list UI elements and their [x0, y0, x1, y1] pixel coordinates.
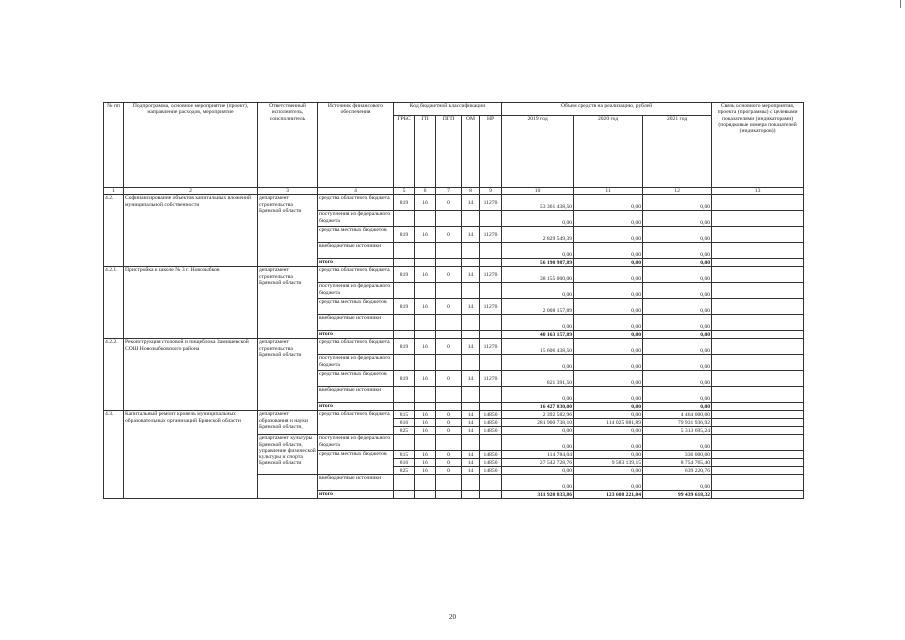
source-cell: поступления из федерального бюджета	[318, 283, 394, 299]
code-grbs: 825	[394, 467, 415, 475]
code-empty	[415, 403, 436, 411]
indicator-link-cell	[712, 459, 804, 467]
header-executor: Ответственный исполнитель, соисполнитель	[258, 103, 318, 188]
amount-2021: 0,00	[643, 211, 712, 227]
code-gp: 16	[415, 427, 436, 435]
amount-2021: 0,00	[643, 315, 712, 331]
code-gp: 16	[415, 411, 436, 419]
executor-cell: департамент культуры Брянской области, управление физической культуры и спорта Брянской области	[258, 435, 318, 475]
code-gp: 16	[415, 371, 436, 387]
code-gp: 16	[415, 227, 436, 243]
header-code-nr: НР	[480, 116, 502, 188]
code-pgp	[436, 243, 462, 259]
executor-cell: департамент образования и науки Брянской области,	[258, 411, 318, 435]
code-nr: 11270	[480, 299, 502, 315]
indicator-link-cell	[712, 243, 804, 259]
indicator-link-cell	[712, 371, 804, 387]
amount-2020: 0,00	[574, 339, 643, 355]
column-number: 8	[462, 188, 480, 195]
header-code-pgp: ПГП	[436, 116, 462, 188]
column-number: 3	[258, 188, 318, 195]
header-link: Связь основного мероприятия, проекта (программы) с целевыми показателями (индикаторами) (порядковые номера показателей (индикаторов))	[712, 103, 804, 188]
code-empty	[436, 259, 462, 267]
code-gp: 16	[415, 299, 436, 315]
indicator-link-cell	[712, 259, 804, 267]
code-empty	[480, 403, 502, 411]
header-code-grbs: ГРБС	[394, 116, 415, 188]
amount-2019: 2 008 157,89	[502, 299, 574, 315]
code-grbs	[394, 211, 415, 227]
code-om: 14	[462, 419, 480, 427]
amount-2020: 114 025 081,89	[574, 419, 643, 427]
code-pgp: 0	[436, 299, 462, 315]
code-gp: 16	[415, 451, 436, 459]
code-pgp: 0	[436, 467, 462, 475]
code-empty	[480, 475, 502, 491]
code-nr: 11270	[480, 339, 502, 355]
code-empty	[394, 259, 415, 267]
source-cell: средства областного бюджета	[318, 267, 394, 283]
code-grbs: 815	[394, 451, 415, 459]
indicator-link-cell	[712, 435, 804, 451]
amount-2019: 38 155 000,00	[502, 267, 574, 283]
code-empty	[480, 491, 502, 499]
code-grbs: 816	[394, 459, 415, 467]
amount-2021: 336 000,00	[643, 451, 712, 459]
budget-table	[103, 102, 804, 499]
header-code-om: ОМ	[462, 116, 480, 188]
column-number: 4	[318, 188, 394, 195]
amount-2019: 0,00	[502, 435, 574, 451]
indicator-link-cell	[712, 355, 804, 371]
amount-2019: 0,00	[502, 355, 574, 371]
total-2020: 0,00	[574, 259, 643, 267]
code-empty	[436, 491, 462, 499]
column-number: 6	[415, 188, 436, 195]
code-empty	[394, 435, 415, 451]
code-nr	[480, 283, 502, 299]
code-pgp	[436, 283, 462, 299]
amount-2019: 53 361 438,50	[502, 195, 574, 211]
amount-2019: 27 542 728,76	[502, 459, 574, 467]
page-number: 20	[449, 613, 456, 621]
amount-2020: 0,00	[574, 355, 643, 371]
code-empty	[415, 435, 436, 451]
table-row	[104, 339, 804, 355]
code-om: 14	[462, 227, 480, 243]
amount-2020: 0,00	[574, 243, 643, 259]
code-empty	[462, 403, 480, 411]
indicator-link-cell	[712, 411, 804, 419]
indicator-link-cell	[712, 419, 804, 427]
amount-2021: 0,00	[643, 283, 712, 299]
amount-2019: 2 392 582,96	[502, 411, 574, 419]
code-om: 14	[462, 411, 480, 419]
amount-2020: 0,00	[574, 427, 643, 435]
code-gp	[415, 315, 436, 331]
amount-2021: 0,00	[643, 339, 712, 355]
code-pgp: 0	[436, 459, 462, 467]
code-nr	[480, 387, 502, 403]
source-cell: внебюджетные источники	[318, 243, 394, 259]
amount-2020: 0,00	[574, 451, 643, 459]
header-volume: Объем средств на реализацию, рублей	[502, 103, 712, 116]
total-2019: 56 190 987,89	[502, 259, 574, 267]
total-2021: 0,00	[643, 259, 712, 267]
code-om: 14	[462, 371, 480, 387]
code-om: 14	[462, 195, 480, 211]
amount-2021: 79 931 936,92	[643, 419, 712, 427]
table-row	[104, 267, 804, 283]
amount-2021: 8 754 765,40	[643, 459, 712, 467]
code-grbs	[394, 315, 415, 331]
source-cell: средства местных бюджетов	[318, 371, 394, 387]
amount-2020: 0,00	[574, 387, 643, 403]
indicator-link-cell	[712, 475, 804, 491]
code-empty	[436, 403, 462, 411]
code-om	[462, 387, 480, 403]
code-empty	[436, 475, 462, 491]
amount-2021: 4 464 000,00	[643, 411, 712, 419]
code-pgp: 0	[436, 195, 462, 211]
table-row	[104, 411, 804, 419]
code-empty	[394, 331, 415, 339]
amount-2020: 0,00	[574, 411, 643, 419]
row-number: 4.2.	[104, 195, 124, 267]
table-body	[104, 195, 804, 499]
amount-2021: 0,00	[643, 227, 712, 243]
code-grbs: 819	[394, 299, 415, 315]
source-cell: средства областного бюджета	[318, 411, 394, 435]
amount-2021: 0,00	[643, 387, 712, 403]
amount-2020: 0,00	[574, 371, 643, 387]
amount-2020: 0,00	[574, 267, 643, 283]
code-empty	[415, 475, 436, 491]
amount-2019: 0,00	[502, 475, 574, 491]
column-number: 13	[712, 188, 804, 195]
total-label: итого	[318, 403, 394, 411]
source-cell: средства областного бюджета	[318, 195, 394, 211]
code-om	[462, 211, 480, 227]
total-label: итого	[318, 491, 394, 499]
code-pgp: 0	[436, 411, 462, 419]
code-gp: 16	[415, 339, 436, 355]
code-grbs: 816	[394, 419, 415, 427]
code-nr: 11270	[480, 227, 502, 243]
code-gp	[415, 243, 436, 259]
indicator-link-cell	[712, 427, 804, 435]
code-empty	[394, 491, 415, 499]
indicator-link-cell	[712, 467, 804, 475]
executor-cell: департамент строительства Брянской области	[258, 267, 318, 339]
code-grbs	[394, 387, 415, 403]
code-om	[462, 315, 480, 331]
indicator-link-cell	[712, 387, 804, 403]
code-pgp: 0	[436, 419, 462, 427]
column-number: 11	[574, 188, 643, 195]
source-cell: средства местных бюджетов	[318, 299, 394, 315]
amount-2021: 0,00	[643, 195, 712, 211]
code-nr: 11270	[480, 267, 502, 283]
amount-2020: 0,00	[574, 227, 643, 243]
budget-table-sheet	[103, 102, 803, 499]
amount-2019: 0,00	[502, 211, 574, 227]
indicator-link-cell	[712, 451, 804, 459]
code-grbs: 819	[394, 371, 415, 387]
total-2021: 0,00	[643, 403, 712, 411]
amount-2021: 0,00	[643, 475, 712, 491]
code-om: 14	[462, 467, 480, 475]
code-empty	[480, 331, 502, 339]
indicator-link-cell	[712, 339, 804, 355]
amount-2021: 5 313 695,24	[643, 427, 712, 435]
code-gp: 16	[415, 419, 436, 427]
source-cell: средства местных бюджетов	[318, 227, 394, 243]
code-empty	[462, 435, 480, 451]
code-pgp: 0	[436, 227, 462, 243]
code-gp	[415, 211, 436, 227]
amount-2020: 9 583 139,15	[574, 459, 643, 467]
indicator-link-cell	[712, 315, 804, 331]
code-gp: 16	[415, 459, 436, 467]
total-label: итого	[318, 331, 394, 339]
column-number: 10	[502, 188, 574, 195]
amount-2021: 639 220,76	[643, 467, 712, 475]
row-number: 4.2.1.	[104, 267, 124, 339]
code-nr: 14850	[480, 411, 502, 419]
code-nr: 11270	[480, 195, 502, 211]
total-2020: 0,00	[574, 403, 643, 411]
source-cell: поступления из федерального бюджета	[318, 355, 394, 371]
total-2020: 0,00	[574, 331, 643, 339]
row-number: 4.3.	[104, 411, 124, 499]
amount-2021: 99 439 618,32	[643, 491, 712, 499]
amount-2019: 0,00	[502, 243, 574, 259]
amount-2020: 0,00	[574, 211, 643, 227]
row-number: 4.2.2.	[104, 339, 124, 411]
code-pgp: 0	[436, 267, 462, 283]
indicator-link-cell	[712, 227, 804, 243]
code-grbs: 819	[394, 267, 415, 283]
code-grbs	[394, 243, 415, 259]
amount-2021: 0,00	[643, 435, 712, 451]
code-om: 14	[462, 459, 480, 467]
code-gp: 16	[415, 467, 436, 475]
header-year-2021: 2021 год	[643, 116, 712, 188]
code-nr	[480, 355, 502, 371]
source-cell: поступления из федерального бюджета	[318, 211, 394, 227]
column-number: 12	[643, 188, 712, 195]
code-om: 14	[462, 299, 480, 315]
code-nr: 14850	[480, 467, 502, 475]
code-nr: 14850	[480, 451, 502, 459]
code-om: 14	[462, 267, 480, 283]
code-om: 14	[462, 339, 480, 355]
amount-2020: 0,00	[574, 195, 643, 211]
code-nr: 14850	[480, 427, 502, 435]
code-nr	[480, 211, 502, 227]
code-empty	[415, 259, 436, 267]
amount-2020: 123 608 221,04	[574, 491, 643, 499]
column-number: 9	[480, 188, 502, 195]
code-empty	[462, 475, 480, 491]
code-empty	[415, 491, 436, 499]
code-nr: 14850	[480, 459, 502, 467]
code-pgp: 0	[436, 339, 462, 355]
amount-2019: 114 784,04	[502, 451, 574, 459]
code-grbs	[394, 355, 415, 371]
code-gp: 16	[415, 195, 436, 211]
header-subprogram: Подпрограмма, основное мероприятие (проект), направление расходов, мероприятие	[124, 103, 258, 188]
measure-name: Капитальный ремонт кровель муниципальных образовательных организаций Брянской области	[124, 411, 258, 499]
code-gp	[415, 283, 436, 299]
total-2021: 0,00	[643, 331, 712, 339]
measure-name: Софинансирование объектов капитальных вложений муниципальной собственности	[124, 195, 258, 267]
amount-2019: 821 391,50	[502, 371, 574, 387]
code-empty	[436, 331, 462, 339]
amount-2019: 15 606 438,50	[502, 339, 574, 355]
indicator-link-cell	[712, 299, 804, 315]
measure-name: Реконструкция столовой и пищеблока Замишевской СОШ Новозыбковского района	[124, 339, 258, 411]
amount-2020: 0,00	[574, 467, 643, 475]
code-pgp: 0	[436, 451, 462, 459]
total-2019: 40 163 157,89	[502, 331, 574, 339]
amount-2020: 0,00	[574, 299, 643, 315]
code-empty	[480, 435, 502, 451]
header-source: Источник финансового обеспечения	[318, 103, 394, 188]
amount-2019: 0,00	[502, 427, 574, 435]
amount-2021: 0,00	[643, 371, 712, 387]
code-grbs: 819	[394, 195, 415, 211]
executor-cell: департамент строительства Брянской области	[258, 195, 318, 267]
header-num: № пп	[104, 103, 124, 188]
code-om	[462, 283, 480, 299]
amount-2020: 0,00	[574, 283, 643, 299]
code-empty	[480, 259, 502, 267]
code-nr: 11270	[480, 371, 502, 387]
code-empty	[415, 331, 436, 339]
executor-empty	[258, 475, 318, 499]
amount-2020: 0,00	[574, 435, 643, 451]
code-om: 14	[462, 427, 480, 435]
code-om: 14	[462, 451, 480, 459]
source-cell: внебюджетные источники	[318, 315, 394, 331]
amount-2021: 0,00	[643, 243, 712, 259]
indicator-link-cell	[712, 195, 804, 211]
column-number: 1	[104, 188, 124, 195]
code-empty	[394, 475, 415, 491]
scan-edge-mark	[900, 0, 901, 8]
total-label: итого	[318, 259, 394, 267]
amount-2020: 0,00	[574, 475, 643, 491]
code-pgp: 0	[436, 427, 462, 435]
code-empty	[436, 435, 462, 451]
code-nr	[480, 243, 502, 259]
code-om	[462, 355, 480, 371]
amount-2019: 0,00	[502, 315, 574, 331]
code-nr	[480, 315, 502, 331]
executor-cell: департамент строительства Брянской области	[258, 339, 318, 411]
amount-2019: 0,00	[502, 283, 574, 299]
amount-2019: 0,00	[502, 467, 574, 475]
source-cell: внебюджетные источники	[318, 387, 394, 403]
indicator-link-cell	[712, 283, 804, 299]
amount-2019: 2 829 549,39	[502, 227, 574, 243]
column-number: 7	[436, 188, 462, 195]
code-grbs: 825	[394, 427, 415, 435]
header-year-2020: 2020 год	[574, 116, 643, 188]
code-empty	[394, 403, 415, 411]
code-pgp: 0	[436, 371, 462, 387]
code-gp: 16	[415, 267, 436, 283]
indicator-link-cell	[712, 331, 804, 339]
indicator-link-cell	[712, 491, 804, 499]
amount-2019: 311 920 833,86	[502, 491, 574, 499]
header-budget-code: Код бюджетной классификации	[394, 103, 502, 116]
code-gp	[415, 387, 436, 403]
code-grbs: 819	[394, 339, 415, 355]
amount-2019: 0,00	[502, 387, 574, 403]
code-nr: 14850	[480, 419, 502, 427]
amount-2021: 0,00	[643, 355, 712, 371]
code-pgp	[436, 387, 462, 403]
code-pgp	[436, 315, 462, 331]
column-number: 5	[394, 188, 415, 195]
amount-2021: 0,00	[643, 267, 712, 283]
amount-2020: 0,00	[574, 315, 643, 331]
measure-name: Пристройка к школе № 3 г. Новозыбков	[124, 267, 258, 339]
indicator-link-cell	[712, 267, 804, 283]
code-pgp	[436, 355, 462, 371]
source-cell: внебюджетные источники	[318, 475, 394, 491]
indicator-link-cell	[712, 403, 804, 411]
source-cell: средства областного бюджета	[318, 339, 394, 355]
header-year-2019: 2019 год	[502, 116, 574, 188]
indicator-link-cell	[712, 211, 804, 227]
column-number: 2	[124, 188, 258, 195]
code-empty	[462, 259, 480, 267]
total-2019: 16 427 830,00	[502, 403, 574, 411]
code-grbs: 815	[394, 411, 415, 419]
code-pgp	[436, 211, 462, 227]
amount-2021: 0,00	[643, 299, 712, 315]
source-cell: средства местных бюджетов	[318, 451, 394, 475]
code-grbs	[394, 283, 415, 299]
code-empty	[462, 331, 480, 339]
code-grbs: 819	[394, 227, 415, 243]
code-gp	[415, 355, 436, 371]
header-code-gp: ГП	[415, 116, 436, 188]
code-om	[462, 243, 480, 259]
amount-2019: 281 900 738,10	[502, 419, 574, 427]
code-empty	[462, 491, 480, 499]
source-cell: поступления из федерального бюджета	[318, 435, 394, 451]
table-row	[104, 195, 804, 211]
